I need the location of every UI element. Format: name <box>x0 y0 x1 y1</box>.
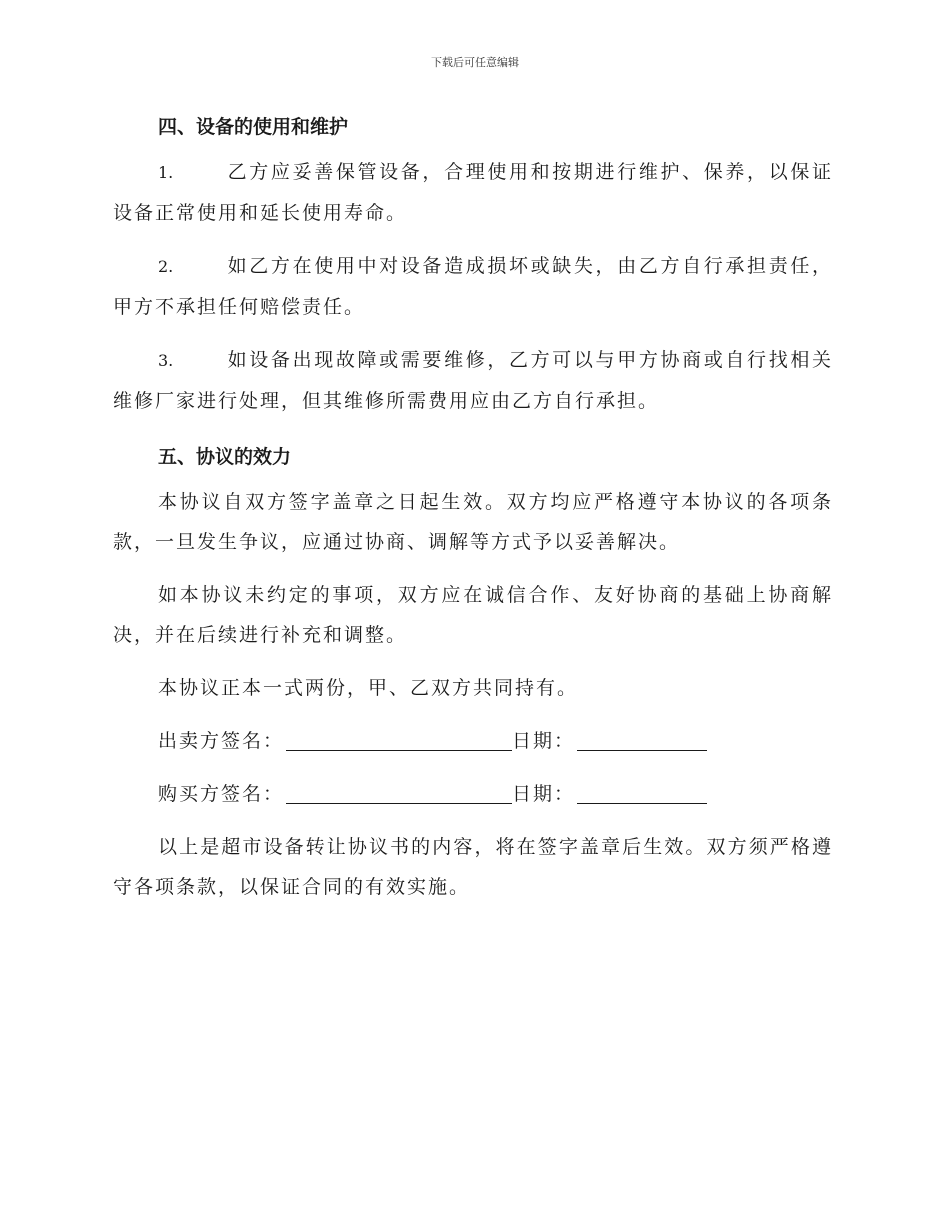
buyer-date-label: 日期： <box>512 783 576 805</box>
buyer-date-line[interactable] <box>577 802 707 804</box>
paragraph: 本协议自双方签字盖章之日起生效。双方均应严格遵守本协议的各项条款，一旦发生争议，应通过协商、调解等方式予以妥善解决。 <box>113 491 833 553</box>
section-heading-agreement-validity: 五、协议的效力 <box>158 446 292 468</box>
buyer-signature-label: 购买方签名： <box>158 783 285 805</box>
buyer-signature-row <box>113 774 833 814</box>
section-heading-usage-maintenance: 四、设备的使用和维护 <box>158 116 349 138</box>
seller-date-line[interactable] <box>577 749 707 751</box>
clause-text: 乙方应妥善保管设备，合理使用和按期进行维护、保养，以保证设备正常使用和延长使用寿命。 <box>113 161 833 224</box>
document-body <box>113 104 833 920</box>
clause-number: 2. <box>158 257 174 276</box>
clause-number: 3. <box>158 351 174 370</box>
closing-paragraph: 以上是超市设备转让协议书的内容，将在签字盖章后生效。双方须严格遵守各项条款，以保证合同的有效实施。 <box>113 836 833 898</box>
buyer-signature-line[interactable] <box>286 802 512 804</box>
clause-item <box>113 340 833 421</box>
seller-signature-line[interactable] <box>286 749 512 751</box>
clause-item <box>113 246 833 327</box>
clause-text: 如乙方在使用中对设备造成损坏或缺失，由乙方自行承担责任，甲方不承担任何赔偿责任。 <box>113 255 833 318</box>
page-header: 下载后可任意编辑 <box>431 56 519 69</box>
clause-text: 如设备出现故障或需要维修，乙方可以与甲方协商或自行找相关维修厂家进行处理，但其维修所需费用应由乙方自行承担。 <box>113 349 833 412</box>
clause-number: 1. <box>158 163 174 182</box>
seller-date-label: 日期： <box>512 730 576 752</box>
clause-item <box>113 152 833 233</box>
paragraph: 本协议正本一式两份，甲、乙双方共同持有。 <box>158 677 579 699</box>
paragraph: 如本协议未约定的事项，双方应在诚信合作、友好协商的基础上协商解决，并在后续进行补充和调整。 <box>113 584 833 646</box>
seller-signature-row <box>113 721 833 761</box>
seller-signature-label: 出卖方签名： <box>158 730 285 752</box>
